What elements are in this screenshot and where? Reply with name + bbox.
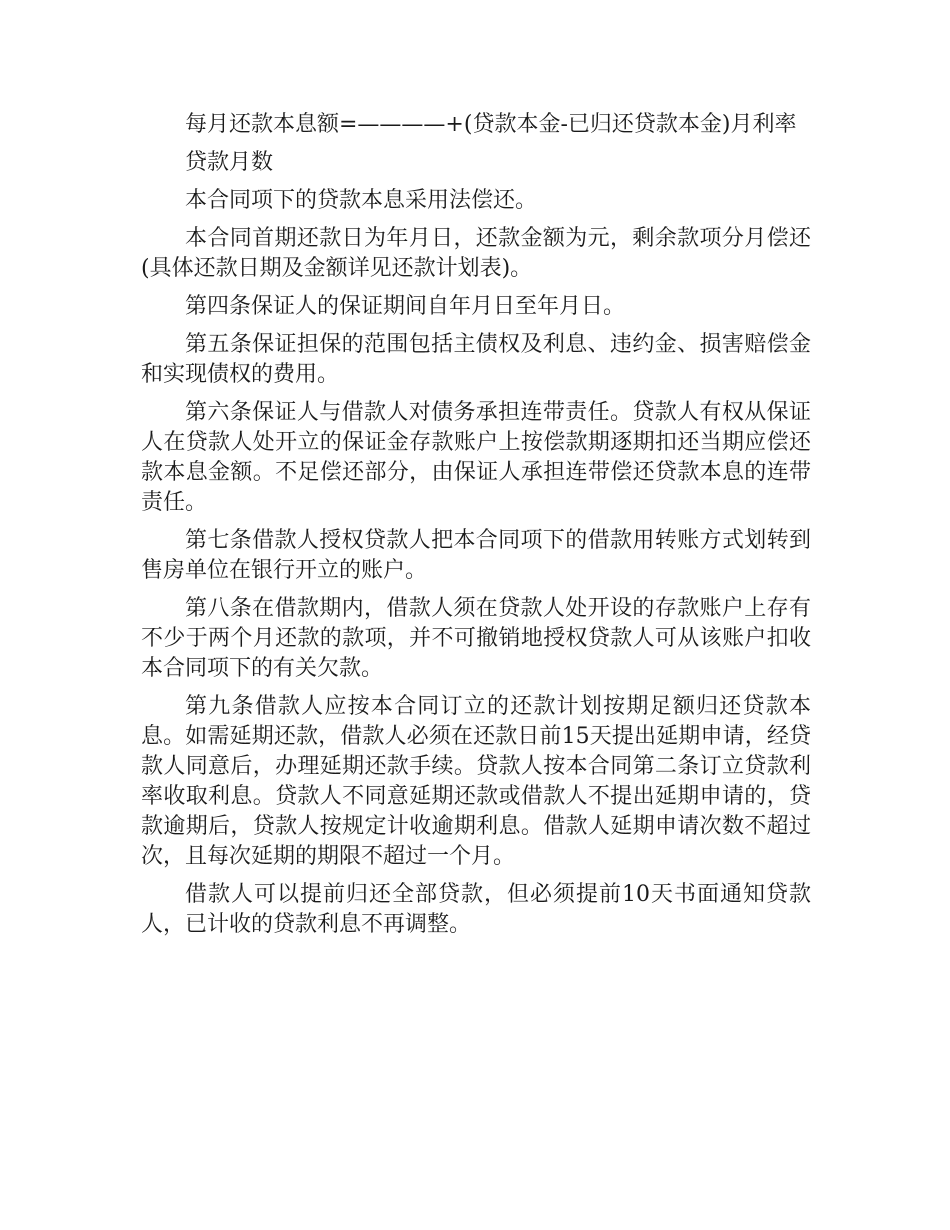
paragraph-article-8: 第八条在借款期内，借款人须在贷款人处开设的存款账户上存有不少于两个月还款的款项，并不可撤销地授权贷款人可从该账户扣收本合同项下的有关欠款。 xyxy=(141,596,811,681)
paragraph-article-4: 第四条保证人的保证期间自年月日至年月日。 xyxy=(185,294,626,319)
document-body xyxy=(141,110,811,948)
paragraph-article-6: 第六条保证人与借款人对债务承担连带责任。贷款人有权从保证人在贷款人处开立的保证金存款账户上按偿款期逐期扣还当期应偿还款本息金额。不足偿还部分，由保证人承担连带偿还贷款本息的连带责任。 xyxy=(141,400,811,515)
paragraph-early-repayment: 借款人可以提前归还全部贷款，但必须提前10天书面通知贷款人，已计收的贷款利息不再调整。 xyxy=(141,882,811,937)
paragraph-article-5: 第五条保证担保的范围包括主债权及利息、违约金、损害赔偿金和实现债权的费用。 xyxy=(141,332,811,387)
paragraph-article-9: 第九条借款人应按本合同订立的还款计划按期足额归还贷款本息。如需延期还款，借款人必须在还款日前15天提出延期申请，经贷款人同意后，办理延期还款手续。贷款人按本合同第二条订立贷款利率收取利息。贷款人不同意延期还款或借款人不提出延期申请的，贷款逾期后，贷款人按规定计收逾期利息。借款人延期申请次数不超过次，且每次延期的期限不超过一个月。 xyxy=(141,694,811,869)
paragraph-repayment-method: 本合同项下的贷款本息采用法偿还。 xyxy=(185,188,538,213)
paragraph-article-7: 第七条借款人授权贷款人把本合同项下的借款用转账方式划转到售房单位在银行开立的账户。 xyxy=(141,528,811,583)
paragraph-monthly-payment-formula: 每月还款本息额=————+(贷款本金-已归还贷款本金)月利率 xyxy=(185,112,797,137)
paragraph-first-repayment: 本合同首期还款日为年月日，还款金额为元，剩余款项分月偿还(具体还款日期及金额详见还款计划表)。 xyxy=(141,226,811,281)
paragraph-loan-months: 贷款月数 xyxy=(185,150,274,175)
